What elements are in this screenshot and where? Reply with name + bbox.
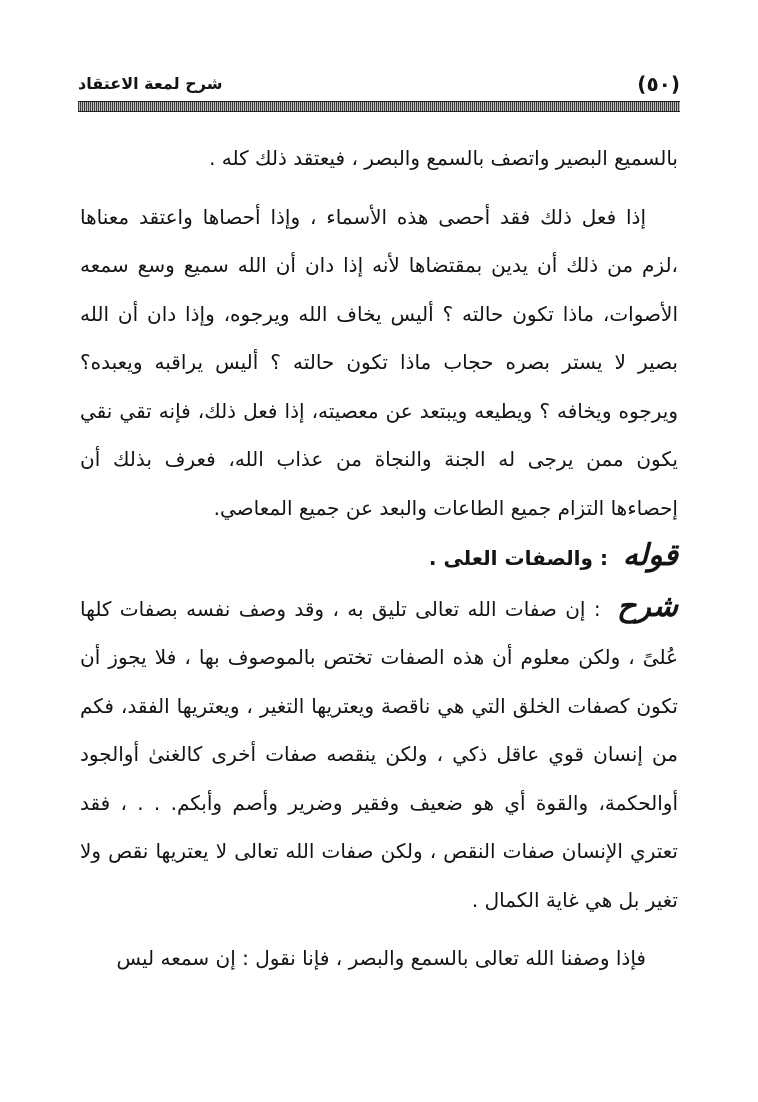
sharh-text: إن صفات الله تعالى تليق به ، وقد وصف نفسه بصفات كلها عُلىً ، ولكن معلوم أن هذه الصفات تختص بالموصوف بها ، فلا يجوز أن تكون كصفات الخلق التي هي ناقصة ويعتريها التغير ، ويعتريها الفقد، فكم من إنسان قوي عاقل ذكي ، ولكن ينقصه صفات أخرى كالغنىٰ أوالجود أوالحكمة، والقوة أي هو ضعيف وفقير وضرير وأصم وأبكم. . . ، فقد تعتري الإنسان صفات النقص ، ولكن صفات الله تعالى لا يعتريها نقص ولا تغير بل هي غاية الكمال . [80, 596, 678, 912]
page-number: (٥٠) [637, 72, 680, 96]
sharh-separator: : [593, 596, 601, 621]
book-title: شرح لمعة الاعتقاد [78, 74, 223, 93]
qawl-heading [80, 532, 678, 583]
body-text [80, 134, 678, 983]
paragraph: إذا فعل ذلك فقد أحصى هذه الأسماء ، وإذا أحصاها واعتقد معناها ،لزم من ذلك أن يدين بمقتضاها لأنه إذا دان أن الله سميع وسع سمعه الأصوات، ماذا تكون حالته ؟ أليس يخاف الله ويرجوه، وإذا دان أن الله بصير لا يستر بصره حجاب ماذا تكون حالته ؟ أليس يراقبه ويعبده؟ ويرجوه ويخافه ؟ ويطيعه ويبتعد عن معصيته، إذا فعل ذلك، فإنه تقي نقي يكون ممن يرجى له الجنة والنجاة من عذاب الله، فعرف بذلك أن إحصاءها التزام جميع الطاعات والبعد عن جميع المعاصي. [80, 204, 678, 520]
qawl-text: والصفات العلى . [428, 546, 593, 570]
qawl-marker: قوله [622, 538, 678, 573]
sharh-marker: شرح [616, 588, 679, 624]
sharh-paragraph [80, 583, 678, 925]
paragraph: فإذا وصفنا الله تعالى بالسمع والبصر ، فإنا نقول : إن سمعه ليس [116, 946, 646, 970]
running-header [78, 70, 680, 100]
paragraph: بالسميع البصير واتصف بالسمع والبصر ، فيعتقد ذلك كله . [209, 146, 678, 170]
qawl-separator: : [599, 546, 608, 570]
header-rule [78, 101, 680, 112]
